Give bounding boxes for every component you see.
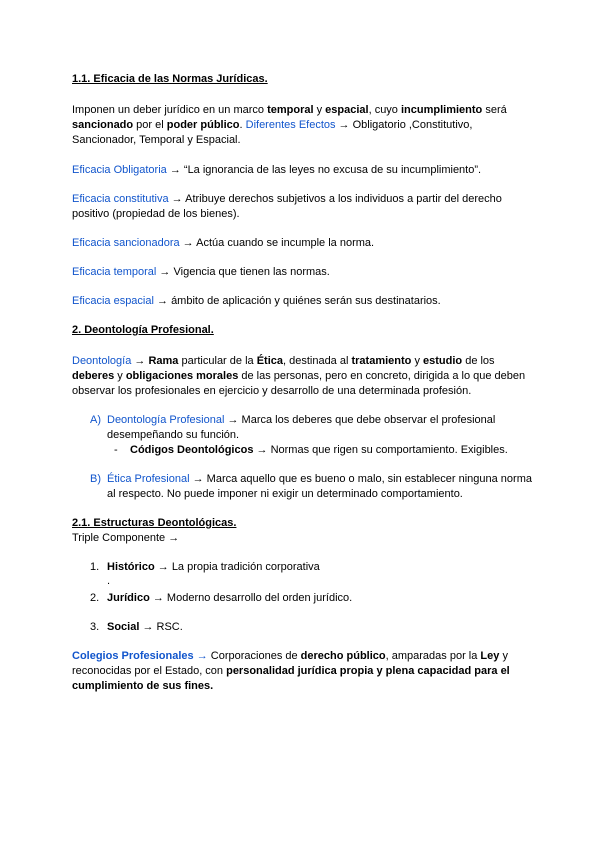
colegios-bold: Ley (480, 650, 500, 662)
list-marker: 2. (90, 592, 100, 604)
eficacia-label: Eficacia Obligatoria (72, 164, 167, 176)
sub-bold: Códigos Deontológicos (130, 444, 254, 456)
arrow-icon: → (224, 414, 242, 426)
heading-estructuras: 2.1. Estructuras Deontológicas. (72, 517, 237, 529)
item-text: Marca los deberes que debe observar el profesional desempeñando su función. (107, 414, 496, 441)
intro-paragraph (72, 103, 532, 148)
intro-bold: sancionado (72, 119, 134, 131)
intro-bold: incumplimiento (400, 104, 483, 116)
def-bold: obligaciones morales (125, 370, 239, 382)
eficacia-text: Actúa cuando se incumple la norma. (196, 237, 375, 249)
def-text: de los (462, 355, 495, 367)
item-text: La propia tradición corporativa (171, 561, 320, 573)
sub-text: Normas que rigen su comportamiento. Exigibles. (270, 444, 508, 456)
list-item-b (72, 472, 532, 502)
item-bold: Histórico (107, 561, 155, 573)
arrow-icon: → (149, 592, 167, 604)
eficacia-text: ámbito de aplicación y quiénes serán sus destinatarios. (171, 295, 441, 307)
arrow-icon: → (335, 119, 353, 131)
def-bold: Ética (256, 355, 283, 367)
intro-bold: espacial (325, 104, 369, 116)
list-item-historico (72, 560, 532, 575)
item-bold: Social (107, 621, 140, 633)
eficacia-sancionadora (72, 236, 532, 251)
def-text: y (411, 355, 424, 367)
heading-deontologia: 2. Deontología Profesional. (72, 324, 214, 336)
intro-text: será (482, 104, 507, 116)
arrow-icon: → (153, 295, 172, 307)
eficacia-label: Eficacia constitutiva (72, 193, 169, 205)
arrow-icon: → (168, 193, 186, 205)
item-label: Deontología Profesional (107, 414, 225, 426)
def-bold: Rama (148, 355, 179, 367)
list-item-social (72, 620, 532, 635)
eficacia-text: Atribuye derechos subjetivos a los individuos a partir del derecho positivo (propiedad de los bienes). (72, 193, 502, 220)
def-text: particular de la (178, 355, 257, 367)
colegios-text: , amparadas por la (385, 650, 481, 662)
arrow-icon: → (131, 355, 149, 367)
intro-bold: poder público (166, 119, 240, 131)
intro-text: por el (133, 119, 167, 131)
eficacia-constitutiva (72, 192, 532, 222)
document-content (72, 72, 532, 694)
intro-text: Obligatorio ,Constitutivo, Sancionador, Temporal y Espacial. (72, 119, 473, 146)
triple-componente: Triple Componente → (72, 532, 180, 544)
intro-text: y (313, 104, 326, 116)
def-text: , destinada al (282, 355, 352, 367)
intro-text: . (239, 119, 246, 131)
colegios-bold: personalidad jurídica propia y plena capacidad para el cumplimiento de sus fines. (72, 665, 510, 692)
colegios-label: Colegios Profesionales (72, 650, 194, 662)
colegios-bold: derecho público (300, 650, 386, 662)
list-item-a (72, 413, 532, 443)
item-label: Ética Profesional (107, 473, 190, 485)
deontologia-label: Deontología (72, 355, 132, 367)
arrow-icon: → (156, 266, 174, 278)
colegios-paragraph (72, 649, 532, 694)
def-bold: tratamiento (351, 355, 412, 367)
eficacia-text: Vigencia que tienen las normas. (173, 266, 330, 278)
item-bold: Jurídico (107, 592, 150, 604)
eficacia-espacial (72, 294, 532, 309)
intro-bold: temporal (267, 104, 314, 116)
eficacia-label: Eficacia espacial (72, 295, 154, 307)
def-bold: deberes (72, 370, 115, 382)
arrow-icon: → (139, 621, 157, 633)
colegios-text: y reconocidas por el Estado, con (72, 650, 508, 677)
list-item-juridico (72, 591, 532, 606)
def-text: de las personas, pero en concreto, dirigida a lo que deben observar los profesionales en ejercicio y desarrollo de una determinada profesión. (72, 370, 526, 397)
eficacia-obligatoria (72, 163, 532, 178)
def-bold: estudio (423, 355, 463, 367)
arrow-icon: → (154, 561, 172, 573)
eficacia-temporal (72, 265, 532, 280)
list-marker: 3. (90, 621, 100, 633)
arrow-icon: → (179, 237, 197, 249)
heading-eficacia: 1.1. Eficacia de las Normas Jurídicas. (72, 73, 268, 85)
list-marker: B) (90, 473, 101, 485)
list-marker: A) (90, 414, 101, 426)
diferentes-efectos-link: Diferentes Efectos (245, 119, 336, 131)
arrow-icon: → (166, 164, 184, 176)
item-text: Marca aquello que es bueno o malo, sin establecer ninguna norma al respecto. No puede imponer ni exigir un determinado comportamiento. (107, 473, 532, 500)
deontologia-definition (72, 354, 532, 399)
intro-text: Imponen un deber jurídico en un marco (72, 104, 268, 116)
list-marker: 1. (90, 561, 100, 573)
eficacia-text: “La ignorancia de las leyes no excusa de su incumplimiento”. (183, 164, 482, 176)
arrow-icon: → (193, 650, 211, 662)
item-text: Moderno desarrollo del orden jurídico. (166, 592, 353, 604)
def-text: y (114, 370, 126, 382)
stray-period: . (107, 575, 111, 587)
colegios-text: Corporaciones de (210, 650, 301, 662)
sub-item-codigos (72, 443, 532, 458)
arrow-icon: → (253, 444, 271, 456)
intro-text: , cuyo (368, 104, 401, 116)
arrow-icon: → (189, 473, 207, 485)
dash-marker: - (114, 444, 118, 456)
item-text: RSC. (156, 621, 183, 633)
eficacia-label: Eficacia sancionadora (72, 237, 180, 249)
eficacia-label: Eficacia temporal (72, 266, 157, 278)
